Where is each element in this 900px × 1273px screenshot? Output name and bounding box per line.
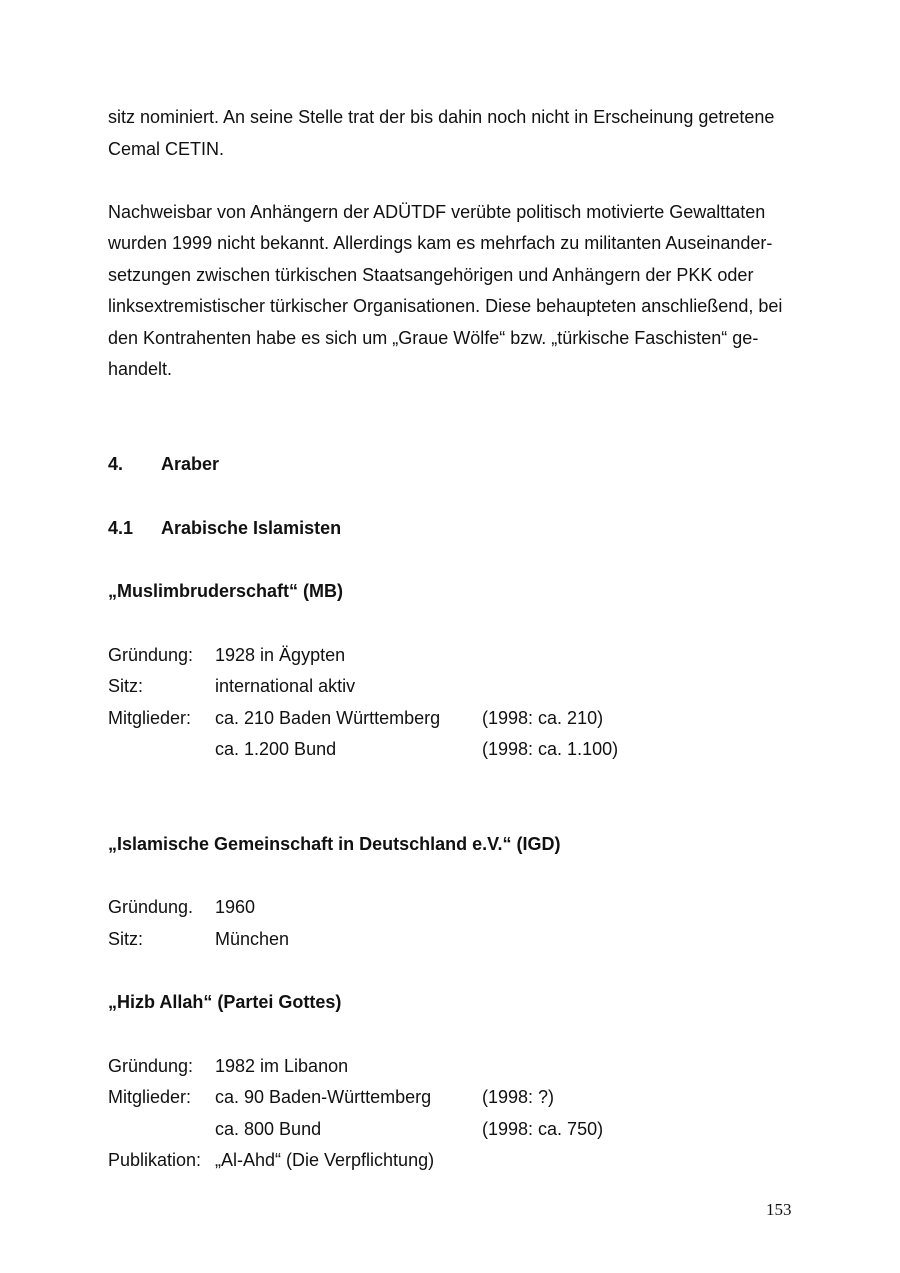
info-previous-year: (1998: ca. 210) <box>482 708 604 728</box>
paragraph-2-line-6: handelt. <box>108 359 173 379</box>
organization-title: „Hizb Allah“ (Partei Gottes) <box>108 992 342 1012</box>
organization-title: „Muslimbruderschaft“ (MB) <box>108 581 344 601</box>
section-title: Araber <box>161 454 220 474</box>
info-value: ca. 800 Bund <box>215 1119 322 1139</box>
paragraph-2-line-4: linksextremistischer türkischer Organisationen. Diese behaupteten anschließend, bei <box>108 296 783 316</box>
info-label: Publikation: <box>108 1150 202 1170</box>
info-label: Sitz: <box>108 676 144 696</box>
info-label: Gründung. <box>108 897 194 917</box>
paragraph-2-line-1: Nachweisbar von Anhängern der ADÜTDF verübte politisch motivierte Gewalttaten <box>108 202 766 222</box>
subsection-number: 4.1 <box>108 518 134 538</box>
info-value: „Al-Ahd“ (Die Verpflichtung) <box>215 1150 435 1170</box>
info-value: 1928 in Ägypten <box>215 645 346 665</box>
info-value: international aktiv <box>215 676 356 696</box>
info-value: ca. 90 Baden-Württemberg <box>215 1087 432 1107</box>
paragraph-1-line-1: sitz nominiert. An seine Stelle trat der bis dahin noch nicht in Erscheinung getretene <box>108 107 775 127</box>
info-value: 1960 <box>215 897 256 917</box>
paragraph-2-line-3: setzungen zwischen türkischen Staatsangehörigen und Anhängern der PKK oder <box>108 265 754 285</box>
paragraph-1-line-2: Cemal CETIN. <box>108 139 225 159</box>
info-label: Mitglieder: <box>108 1087 192 1107</box>
info-label: Gründung: <box>108 645 194 665</box>
subsection-heading <box>108 517 341 539</box>
info-label: Gründung: <box>108 1056 194 1076</box>
paragraph-2-line-5: den Kontrahenten habe es sich um „Graue Wölfe“ bzw. „türkische Faschisten“ ge- <box>108 328 759 348</box>
info-value: München <box>215 929 290 949</box>
info-previous-year: (1998: ?) <box>482 1087 555 1107</box>
info-previous-year: (1998: ca. 1.100) <box>482 739 619 759</box>
info-previous-year: (1998: ca. 750) <box>482 1119 604 1139</box>
section-number: 4. <box>108 454 124 474</box>
info-label: Mitglieder: <box>108 708 192 728</box>
info-value: 1982 im Libanon <box>215 1056 349 1076</box>
subsection-title: Arabische Islamisten <box>161 518 342 538</box>
section-heading <box>108 453 219 475</box>
page-number: 153 <box>766 1200 792 1219</box>
info-label: Sitz: <box>108 929 144 949</box>
organization-title: „Islamische Gemeinschaft in Deutschland e.V.“ (IGD) <box>108 834 561 854</box>
info-value: ca. 210 Baden Württemberg <box>215 708 441 728</box>
paragraph-2-line-2: wurden 1999 nicht bekannt. Allerdings kam es mehrfach zu militanten Auseinander- <box>108 233 773 253</box>
info-value: ca. 1.200 Bund <box>215 739 337 759</box>
